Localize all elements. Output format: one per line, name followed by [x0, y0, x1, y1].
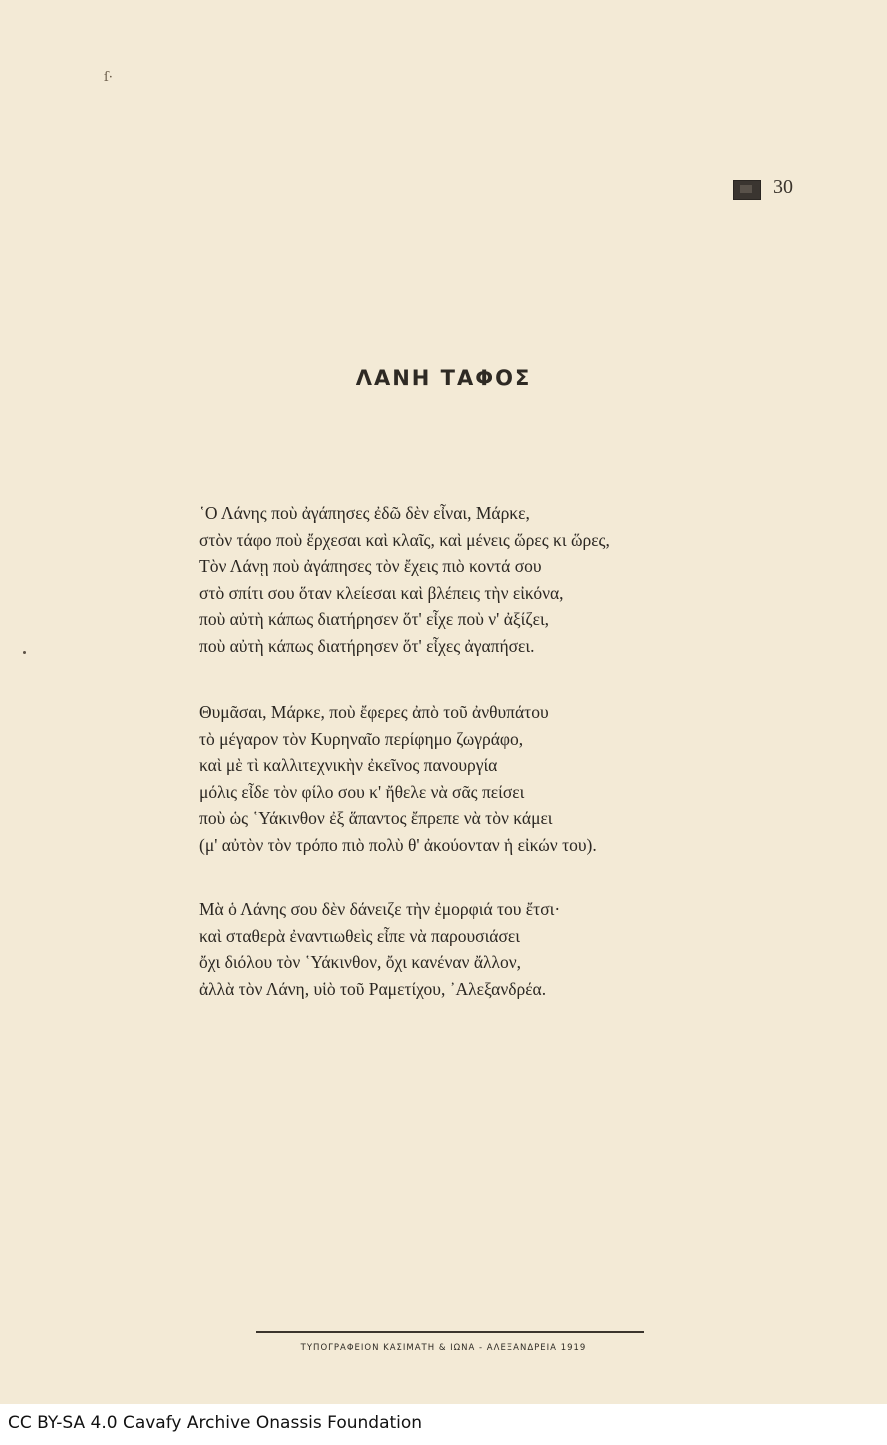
poem-line: Τὸν Λάνῃ ποὺ ἀγάπησες τὸν ἔχεις πιὸ κοντά σου: [199, 556, 542, 576]
printer-imprint: ΤΥΠΟΓΡΑΦΕΙΟΝ ΚΑΣΙΜΑΤΗ & ΙΩΝΑ - ΑΛΕΞΑΝΔΡΕΙΑ 1919: [300, 1343, 587, 1353]
corner-pencil-mark: ſ·: [104, 70, 113, 85]
poem-line: καὶ σταθερὰ ἐναντιωθεὶς εἶπε νὰ παρουσιάσει: [199, 925, 520, 946]
poem-line: τὸ μέγαρον τὸν Κυρηναῖο περίφημο ζωγράφο,: [199, 728, 524, 749]
poem-title: ΛΑΝΗ ΤΑΦΟΣ: [355, 366, 532, 390]
poem-line: Θυμᾶσαι, Μάρκε, ποὺ ἔφερες ἀπὸ τοῦ ἀνθυπάτου: [199, 702, 549, 722]
footer-divider: [256, 1331, 644, 1333]
poem-line: μόλις εἶδε τὸν φίλο σου κ' ἤθελε νὰ σᾶς πείσει: [199, 781, 525, 802]
stanza-3: [199, 896, 560, 1002]
poem-line: (μ' αὐτὸν τὸν τρόπο πιὸ πολὺ θ' ἀκούονταν ἡ εἰκών του).: [199, 834, 597, 855]
stanza-1: [199, 500, 610, 659]
license-credit: CC BY-SA 4.0 Cavafy Archive Onassis Foundation: [8, 1413, 423, 1433]
credit-bar: [0, 1404, 887, 1445]
margin-dot-mark: [23, 651, 26, 654]
poem-line: ποὺ ὡς ῾Υάκινθον ἐξ ἅπαντος ἔπρεπε νὰ τὸν κάμει: [199, 808, 553, 828]
poem-line: ἀλλὰ τὸν Λάνη, υἱὸ τοῦ Ραμετίχου, ᾽Αλεξανδρέα.: [199, 978, 547, 999]
stanza-2: [199, 699, 597, 858]
page-number: 30: [773, 176, 793, 198]
poem-line: ποὺ αὐτὴ κάπως διατήρησεν ὅτ' εἶχε ποὺ ν' ἀξίζει,: [199, 609, 550, 629]
poem-line: Μὰ ὁ Λάνης σου δὲν δάνειζε τὴν ἐμορφιά του ἔτσι·: [199, 899, 561, 919]
poem-line: καὶ μὲ τὶ καλλιτεχνικὴν ἐκεῖνος πανουργία: [199, 755, 498, 775]
poem-line: ποὺ αὐτὴ κάπως διατήρησεν ὅτ' εἶχες ἀγαπήσει.: [199, 635, 535, 656]
poem-line: ὄχι διόλου τὸν ῾Υάκινθον, ὄχι κανέναν ἄλλον,: [199, 952, 522, 972]
poem-line: στὸν τάφο ποὺ ἔρχεσαι καὶ κλαῖς, καὶ μένεις ὥρες κι ὥρες,: [199, 529, 610, 550]
poem-line: στὸ σπίτι σου ὅταν κλείεσαι καὶ βλέπεις τὴν εἰκόνα,: [199, 582, 564, 603]
poem-line: ῾Ο Λάνης ποὺ ἀγάπησες ἐδῶ δὲν εἶναι, Μάρκε,: [199, 503, 530, 523]
archive-stamp-icon: [733, 180, 761, 200]
